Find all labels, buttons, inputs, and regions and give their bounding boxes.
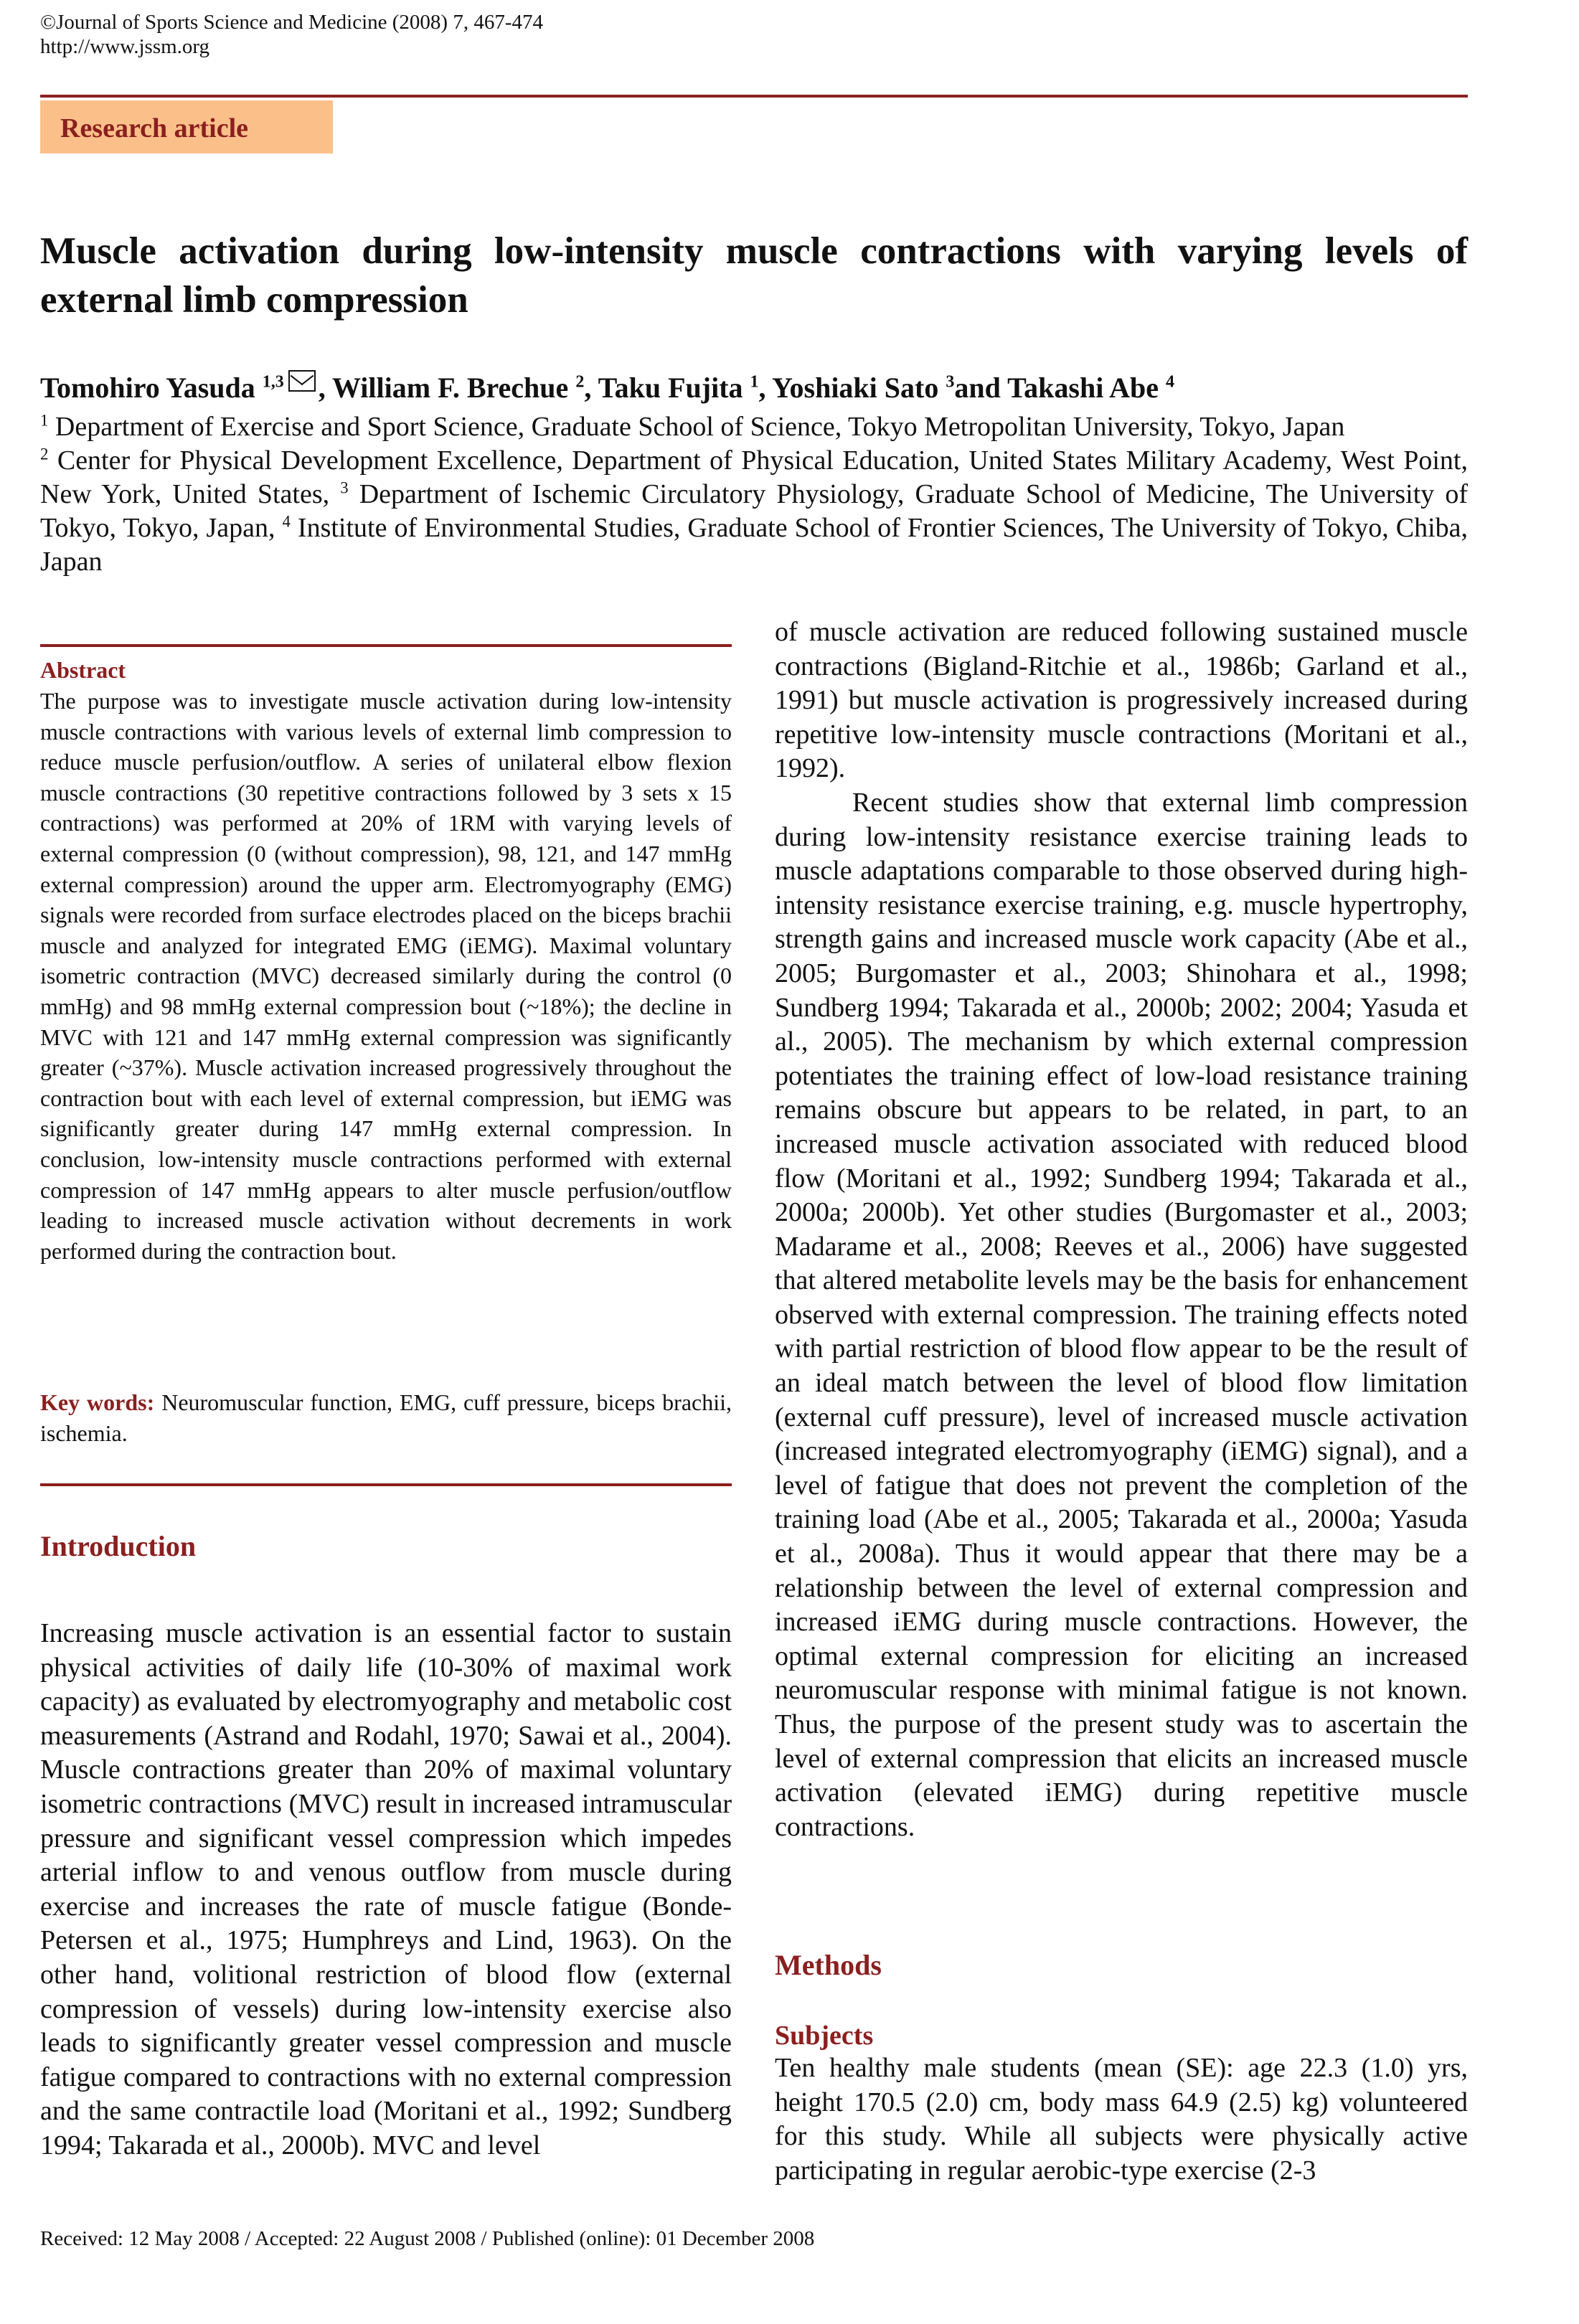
author-name: , William F. Brechue: [318, 372, 576, 404]
keywords: [40, 1387, 732, 1448]
author-affiliation-number: 1: [750, 372, 759, 392]
affiliation-2-4: [40, 444, 1468, 579]
keywords-label: Key words:: [40, 1389, 155, 1415]
affiliation-text: Department of Ischemic Circulatory Physiology, Graduate School of Medicine, The University of Tokyo, Tokyo, Japan,: [40, 479, 1469, 543]
paragraph: Recent studies show that external limb compression during low-intensity resistance exercise training leads to muscle adaptations comparable to those observed during high-intensity resistance exercise training, e.g. muscle hypertrophy, strength gains and increased muscle work capacity (Abe et al., 2005; Burgomaster et al., 2003; Shinohara et al., 1998; Sundberg 1994; Takarada et al., 2000b; 2002; 2004; Yasuda et al., 2005). The mechanism by which external compression potentiates the training effect of low-load resistance training remains obscure but appears to be related, in part, to an increased muscle activation associated with reduced blood flow (Moritani et al., 1992; Sundberg 1994; Takarada et al., 2000a; 2000b). Yet other studies (Burgomaster et al., 2003; Madarame et al., 2008; Reeves et al., 2006) have suggested that altered metabolite levels may be the basis for enhancement observed with external compression. The training effects noted with partial restriction of blood flow appear to be the result of an ideal match between the level of blood flow limitation (external cuff pressure), level of increased muscle activation (increased integrated electromyography (iEMG) signal), and a level of fatigue that does not prevent the completion of the training load (Abe et al., 2005; Takarada et al., 2000a; Yasuda et al., 2008a). Thus it would appear that there may be a relationship between the level of external compression and increased iEMG during muscle contractions. However, the optimal external compression for eliciting an increased neuromuscular response with minimal fatigue is not known. Thus, the purpose of the present study was to ascertain the level of external compression that elicits an increased muscle activation (elevated iEMG) during repetitive muscle contractions.: [775, 787, 1468, 1842]
affiliation-text: Institute of Environmental Studies, Graduate School of Frontier Sciences, The University of Tokyo, Chiba, Japan: [40, 513, 1468, 577]
author-affiliation-number: 4: [1166, 372, 1174, 392]
affiliation-number: 4: [282, 512, 291, 531]
abstract-heading: Abstract: [40, 657, 126, 683]
author-affiliation-number: 2: [575, 372, 585, 392]
author-name: , Taku Fujita: [584, 372, 750, 404]
author-name: and Takashi Abe: [954, 372, 1166, 404]
affiliation-text: Department of Exercise and Sport Science, Graduate School of Science, Tokyo Metropolitan University, Tokyo, Japan: [48, 412, 1345, 442]
author-name: , Yoshiaki Sato: [758, 372, 946, 404]
abstract-top-divider: [40, 644, 732, 647]
journal-citation: ©Journal of Sports Science and Medicine (2008) 7, 467-474: [40, 11, 543, 34]
keywords-text: Neuromuscular function, EMG, cuff pressure, biceps brachii, ischemia.: [40, 1389, 732, 1446]
right-column-text: [775, 615, 1468, 1844]
article-title: Muscle activation during low-intensity muscle contractions with varying levels of external limb compression: [40, 230, 1468, 321]
subjects-subheading: Subjects: [775, 2021, 874, 2051]
affiliation-number: 2: [40, 445, 49, 463]
article-type-badge: [40, 100, 333, 153]
journal-header: [40, 10, 543, 59]
abstract-bottom-divider: [40, 1483, 732, 1486]
article-type-label: Research article: [60, 113, 249, 143]
introduction-heading: Introduction: [40, 1530, 197, 1562]
publication-dates: Received: 12 May 2008 / Accepted: 22 August 2008 / Published (online): 01 December 2008: [40, 2227, 815, 2250]
affiliation-1: [40, 410, 1468, 444]
affiliation-number: 3: [340, 478, 349, 497]
affiliation-number: 1: [40, 411, 49, 430]
header-divider: [40, 95, 1468, 98]
affiliations: [40, 410, 1468, 579]
abstract-text: The purpose was to investigate muscle activation during low-intensity muscle contractions with various levels of external limb compression to reduce muscle perfusion/outflow. A series of unilateral elbow flexion muscle contractions (30 repetitive contractions followed by 3 sets x 15 contractions) was performed at 20% of 1RM with varying levels of external compression (0 (without compression), 98, 121, and 147 mmHg external compression) around the upper arm. Electromyography (EMG) signals were recorded from surface electrodes placed on the biceps brachii muscle and analyzed for integrated EMG (iEMG). Maximal voluntary isometric contraction (MVC) decreased similarly during the control (0 mmHg) and 98 mmHg external compression bout (~18%); the decline in MVC with 121 and 147 mmHg external compression was significantly greater (~37%). Muscle activation increased progressively throughout the contraction bout with each level of external compression, but iEMG was significantly greater during 147 mmHg external compression. In conclusion, low-intensity muscle contractions performed with external compression of 147 mmHg appears to alter muscle perfusion/outflow leading to increased muscle activation without decrements in work performed during the contraction bout.: [40, 688, 732, 1264]
journal-url[interactable]: http://www.jssm.org: [40, 35, 210, 58]
author-affiliation-number: 1,3: [262, 372, 284, 392]
introduction-text: Increasing muscle activation is an essential factor to sustain physical activities of daily life (10-30% of maximal work capacity) as evaluated by electromyography and metabolic cost measurements (Astrand and Rodahl, 1970; Sawai et al., 2004). Muscle contractions greater than 20% of maximal voluntary isometric contractions (MVC) result in increased intramuscular pressure and significant vessel compression which impedes arterial inflow to and venous outflow from muscle during exercise and increases the rate of muscle fatigue (Bonde-Petersen et al., 1975; Humphreys and Lind, 1963). On the other hand, volitional restriction of blood flow (external compression of vessels) during low-intensity exercise also leads to significantly greater vessel compression and muscle fatigue compared to contractions with no external compression and the same contractile load (Moritani et al., 1992; Sundberg 1994; Takarada et al., 2000b). MVC and level: [40, 1618, 732, 2160]
envelope-icon[interactable]: [288, 370, 316, 392]
methods-heading: Methods: [775, 1949, 882, 1981]
paragraph: of muscle activation are reduced following sustained muscle contractions (Bigland-Ritchie et al., 1986b; Garland et al., 1991) but muscle activation is progressively increased during repetitive low-intensity muscle contractions (Moritani et al., 1992).: [775, 617, 1468, 784]
author-list: [40, 370, 1468, 406]
subjects-text: Ten healthy male students (mean (SE): age 22.3 (1.0) yrs, height 170.5 (2.0) cm, body mass 64.9 (2.5) kg) volunteered for this study. While all subjects were physically active participating in regular aerobic-type exercise (2-3: [775, 2053, 1468, 2186]
author-name: Tomohiro Yasuda: [40, 372, 263, 404]
author-affiliation-number: 3: [946, 372, 955, 392]
affiliation-text: Center for Physical Development Excellence, Department of Physical Education, United States Military Academy, West Point, New York, United States,: [40, 445, 1468, 509]
